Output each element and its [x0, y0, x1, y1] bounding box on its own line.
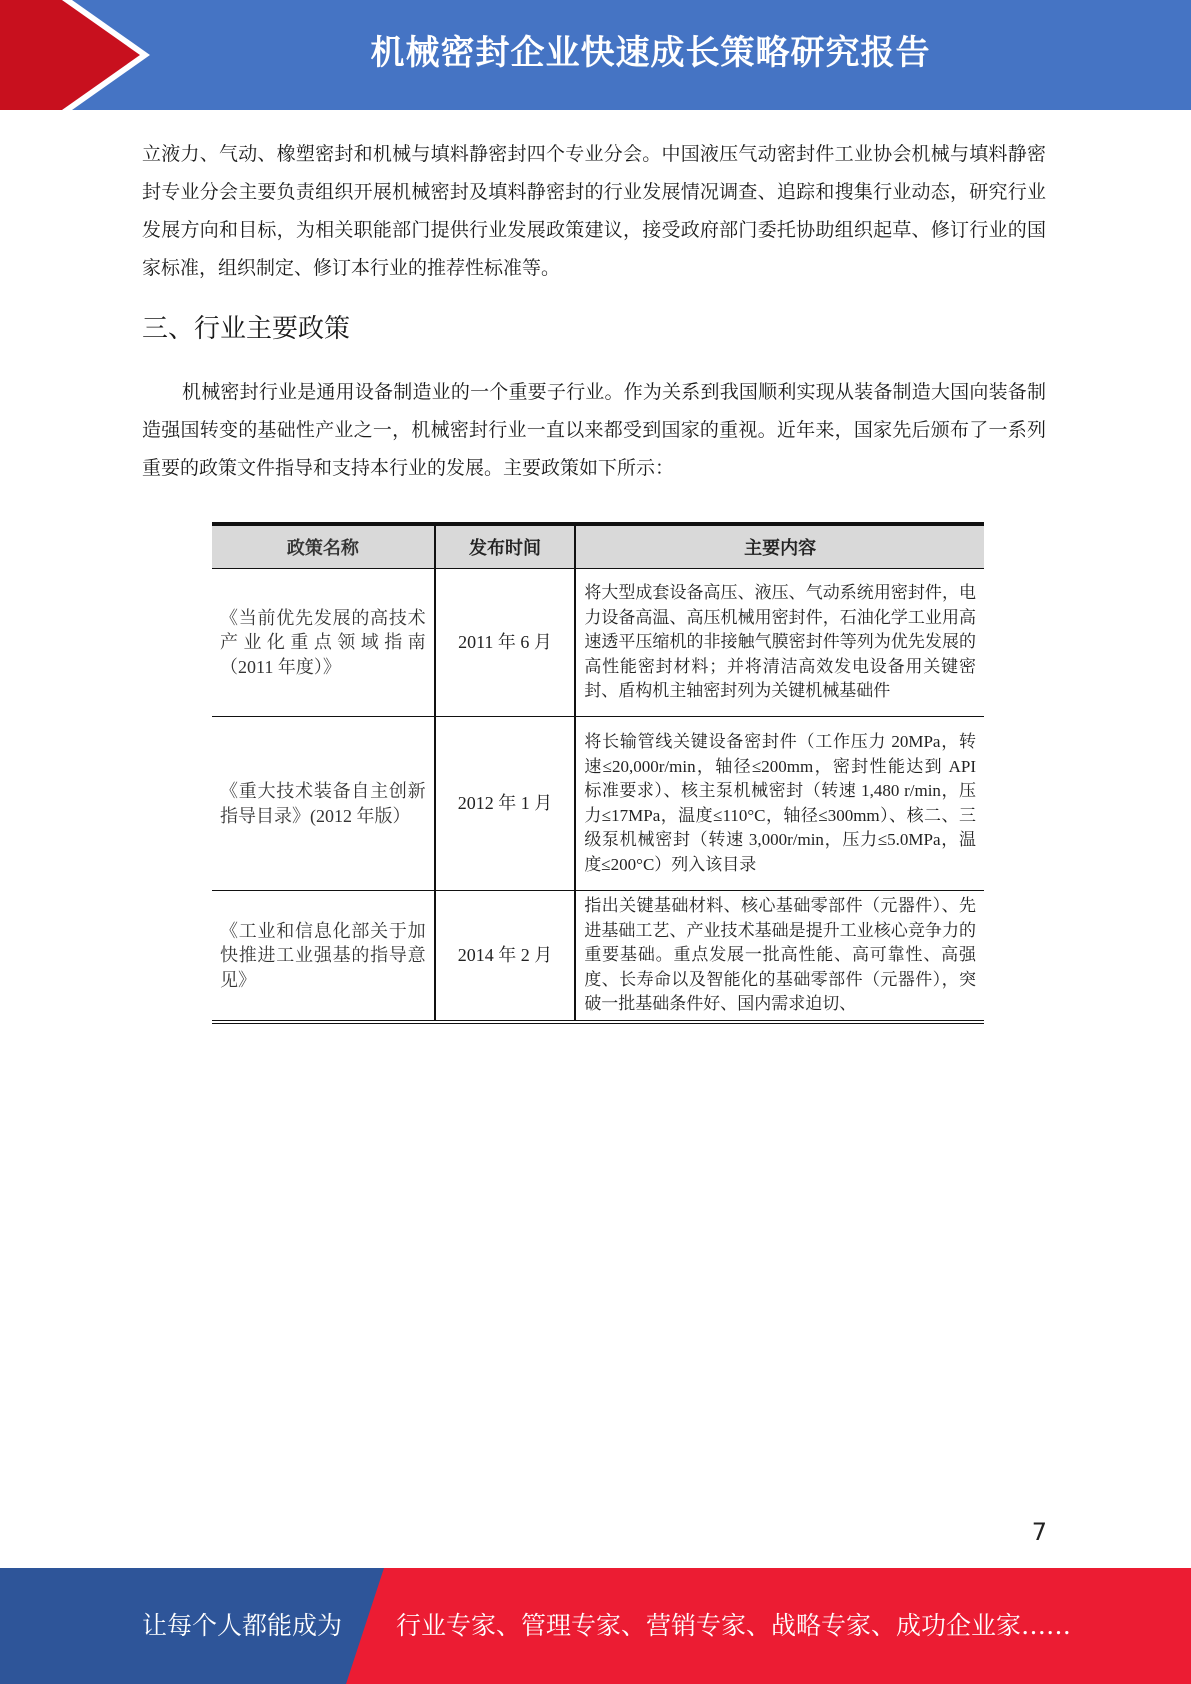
page-footer [0, 1568, 1191, 1684]
red-chevron-icon [0, 0, 150, 110]
release-date-cell: 2014 年 2 月 [435, 891, 576, 1022]
policy-table-wrapper [212, 522, 984, 1024]
release-date-cell: 2012 年 1 月 [435, 717, 576, 891]
section-heading: 三、行业主要政策 [142, 314, 351, 344]
policy-table [212, 522, 984, 1024]
page-header [0, 0, 1191, 110]
main-content-cell: 指出关键基础材料、核心基础零部件（元器件）、先进基础工艺、产业技术基础是提升工业核心竞争力的重要基础。重点发展一批高性能、高可靠性、高强度、长寿命以及智能化的基础零部件（元器件），突破一批基础条件好、国内需求迫切、 [575, 891, 984, 1022]
table-header-row [212, 524, 984, 569]
main-content-cell: 将大型成套设备高压、液压、气动系统用密封件，电力设备高温、高压机械用密封件，石油化学工业用高速透平压缩机的非接触气膜密封件等列为优先发展的高性能密封材料；并将清洁高效发电设备用关键密封、盾构机主轴密封列为关键机械基础件 [575, 569, 984, 717]
intro-paragraph: 立液力、气动、橡塑密封和机械与填料静密封四个专业分会。中国液压气动密封件工业协会机械与填料静密封专业分会主要负责组织开展机械密封及填料静密封的行业发展情况调查、追踪和搜集行业动态，研究行业发展方向和目标，为相关职能部门提供行业发展政策建议，接受政府部门委托协助组织起草、修订行业的国家标准，组织制定、修订本行业的推荐性标准等。 [142, 143, 1046, 279]
main-content-cell: 将长输管线关键设备密封件（工作压力 20MPa，转速≤20,000r/min，轴径≤200mm，密封性能达到 API 标准要求）、核主泵机械密封（转速 1,480 r/min，压力≤17MPa，温度≤110°C，轴径≤300mm）、核二、三级泵机械密封（转速 3,000r/min，压力≤5.0MPa，温度≤200°C）列入该目录 [575, 717, 984, 891]
policy-intro-paragraph: 机械密封行业是通用设备制造业的一个重要子行业。作为关系到我国顺利实现从装备制造大国向装备制造强国转变的基础性产业之一，机械密封行业一直以来都受到国家的重视。近年来，国家先后颁布了一系列重要的政策文件指导和支持本行业的发展。主要政策如下所示： [142, 381, 1046, 479]
header-release-date: 发布时间 [435, 524, 576, 569]
policy-name-cell: 《工业和信息化部关于加快推进工业强基的指导意见》 [212, 891, 435, 1022]
page-number: 7 [1031, 1518, 1047, 1546]
header-policy-name: 政策名称 [212, 524, 435, 569]
footer-slogan-left: 让每个人都能成为 [142, 1611, 343, 1640]
header-main-content: 主要内容 [575, 524, 984, 569]
body-content [142, 135, 1046, 487]
policy-name-cell: 《重大技术装备自主创新指导目录》(2012 年版） [212, 717, 435, 891]
release-date-cell: 2011 年 6 月 [435, 569, 576, 717]
table-row [212, 569, 984, 717]
table-row [212, 717, 984, 891]
policy-name-cell: 《当前优先发展的高技术产业化重点领域指南（2011 年度）》 [212, 569, 435, 717]
footer-slogan-right: 行业专家、管理专家、营销专家、战略专家、成功企业家…… [396, 1611, 1072, 1640]
table-row [212, 891, 984, 1022]
report-title: 机械密封企业快速成长策略研究报告 [370, 33, 931, 73]
